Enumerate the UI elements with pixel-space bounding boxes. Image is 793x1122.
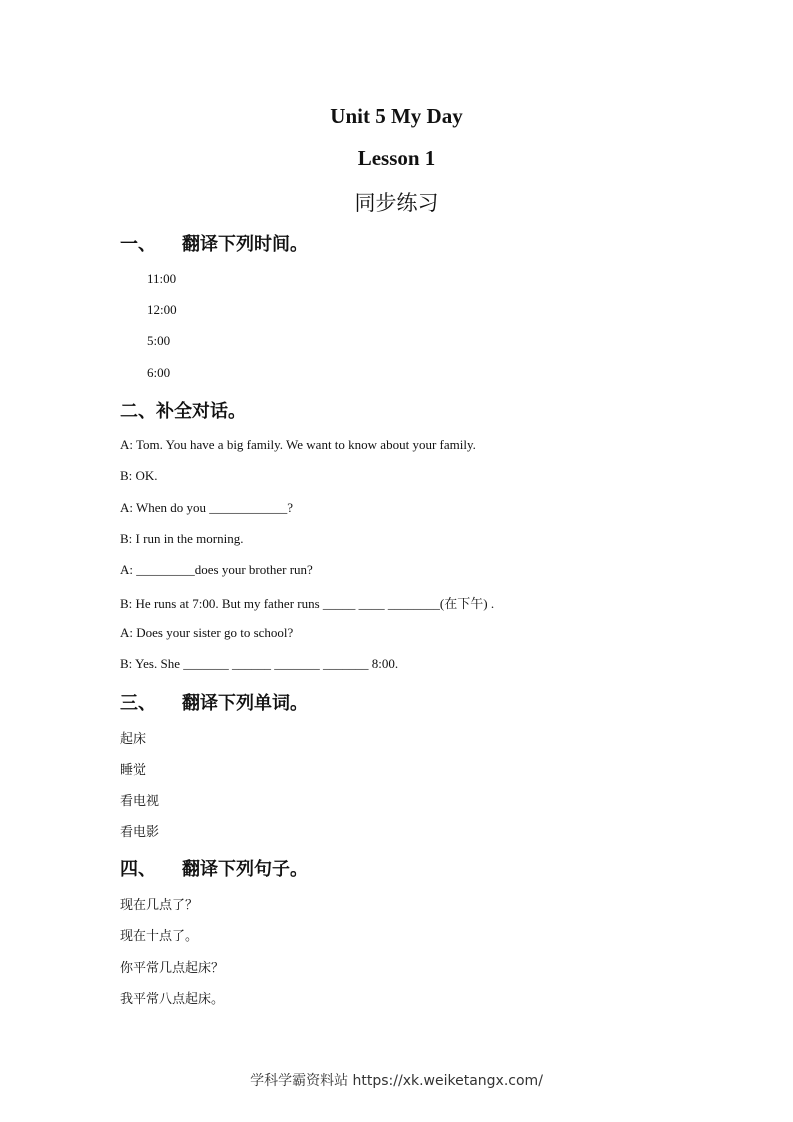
sentence-item: 我平常八点起床。 [120,992,225,1007]
section-1-heading [120,230,308,256]
section-4-number: 四、 [120,859,156,880]
word-item: 起床 [120,732,147,747]
time-item: 5:00 [147,333,171,348]
section-3-heading [120,689,308,715]
dialogue-line: B: He runs at 7:00. But my father runs _____ ____ ________(在下午) . [120,596,495,611]
sentence-item: 你平常几点起床？ [120,961,225,976]
dialogue-line: A: Does your sister go to school? [120,625,294,640]
dialogue-line: A: _________does your brother run? [120,562,313,577]
word-item: 睡觉 [120,763,147,778]
section-2-heading: 二、补全对话。 [120,401,246,422]
sentence-item: 现在十点了。 [120,929,199,944]
word-item: 看电影 [120,825,160,840]
time-item: 11:00 [147,271,177,286]
unit-title: Unit 5 My Day [330,104,463,128]
dialogue-line: A: When do you ____________? [120,500,294,515]
time-item: 12:00 [147,302,177,317]
footer-source: 学科学霸资料站 https://xk.weiketangx.com/ [250,1073,543,1089]
section-4-heading [120,855,308,881]
section-1-title: 翻译下列时间。 [182,234,308,255]
section-3-number: 三、 [120,693,156,714]
section-4-title: 翻译下列句子。 [182,859,308,880]
sentence-item: 现在几点了？ [120,898,199,913]
practice-subtitle: 同步练习 [354,191,439,215]
section-1-number: 一、 [120,234,156,255]
lesson-title: Lesson 1 [357,146,436,170]
dialogue-line: A: Tom. You have a big family. We want to know about your family. [120,437,476,452]
dialogue-line: B: Yes. She _______ ______ _______ _______ 8:00. [120,656,399,671]
section-3-title: 翻译下列单词。 [182,693,308,714]
dialogue-line: B: OK. [120,468,158,483]
word-item: 看电视 [120,794,160,809]
dialogue-line: B: I run in the morning. [120,531,244,546]
time-item: 6:00 [147,365,171,380]
